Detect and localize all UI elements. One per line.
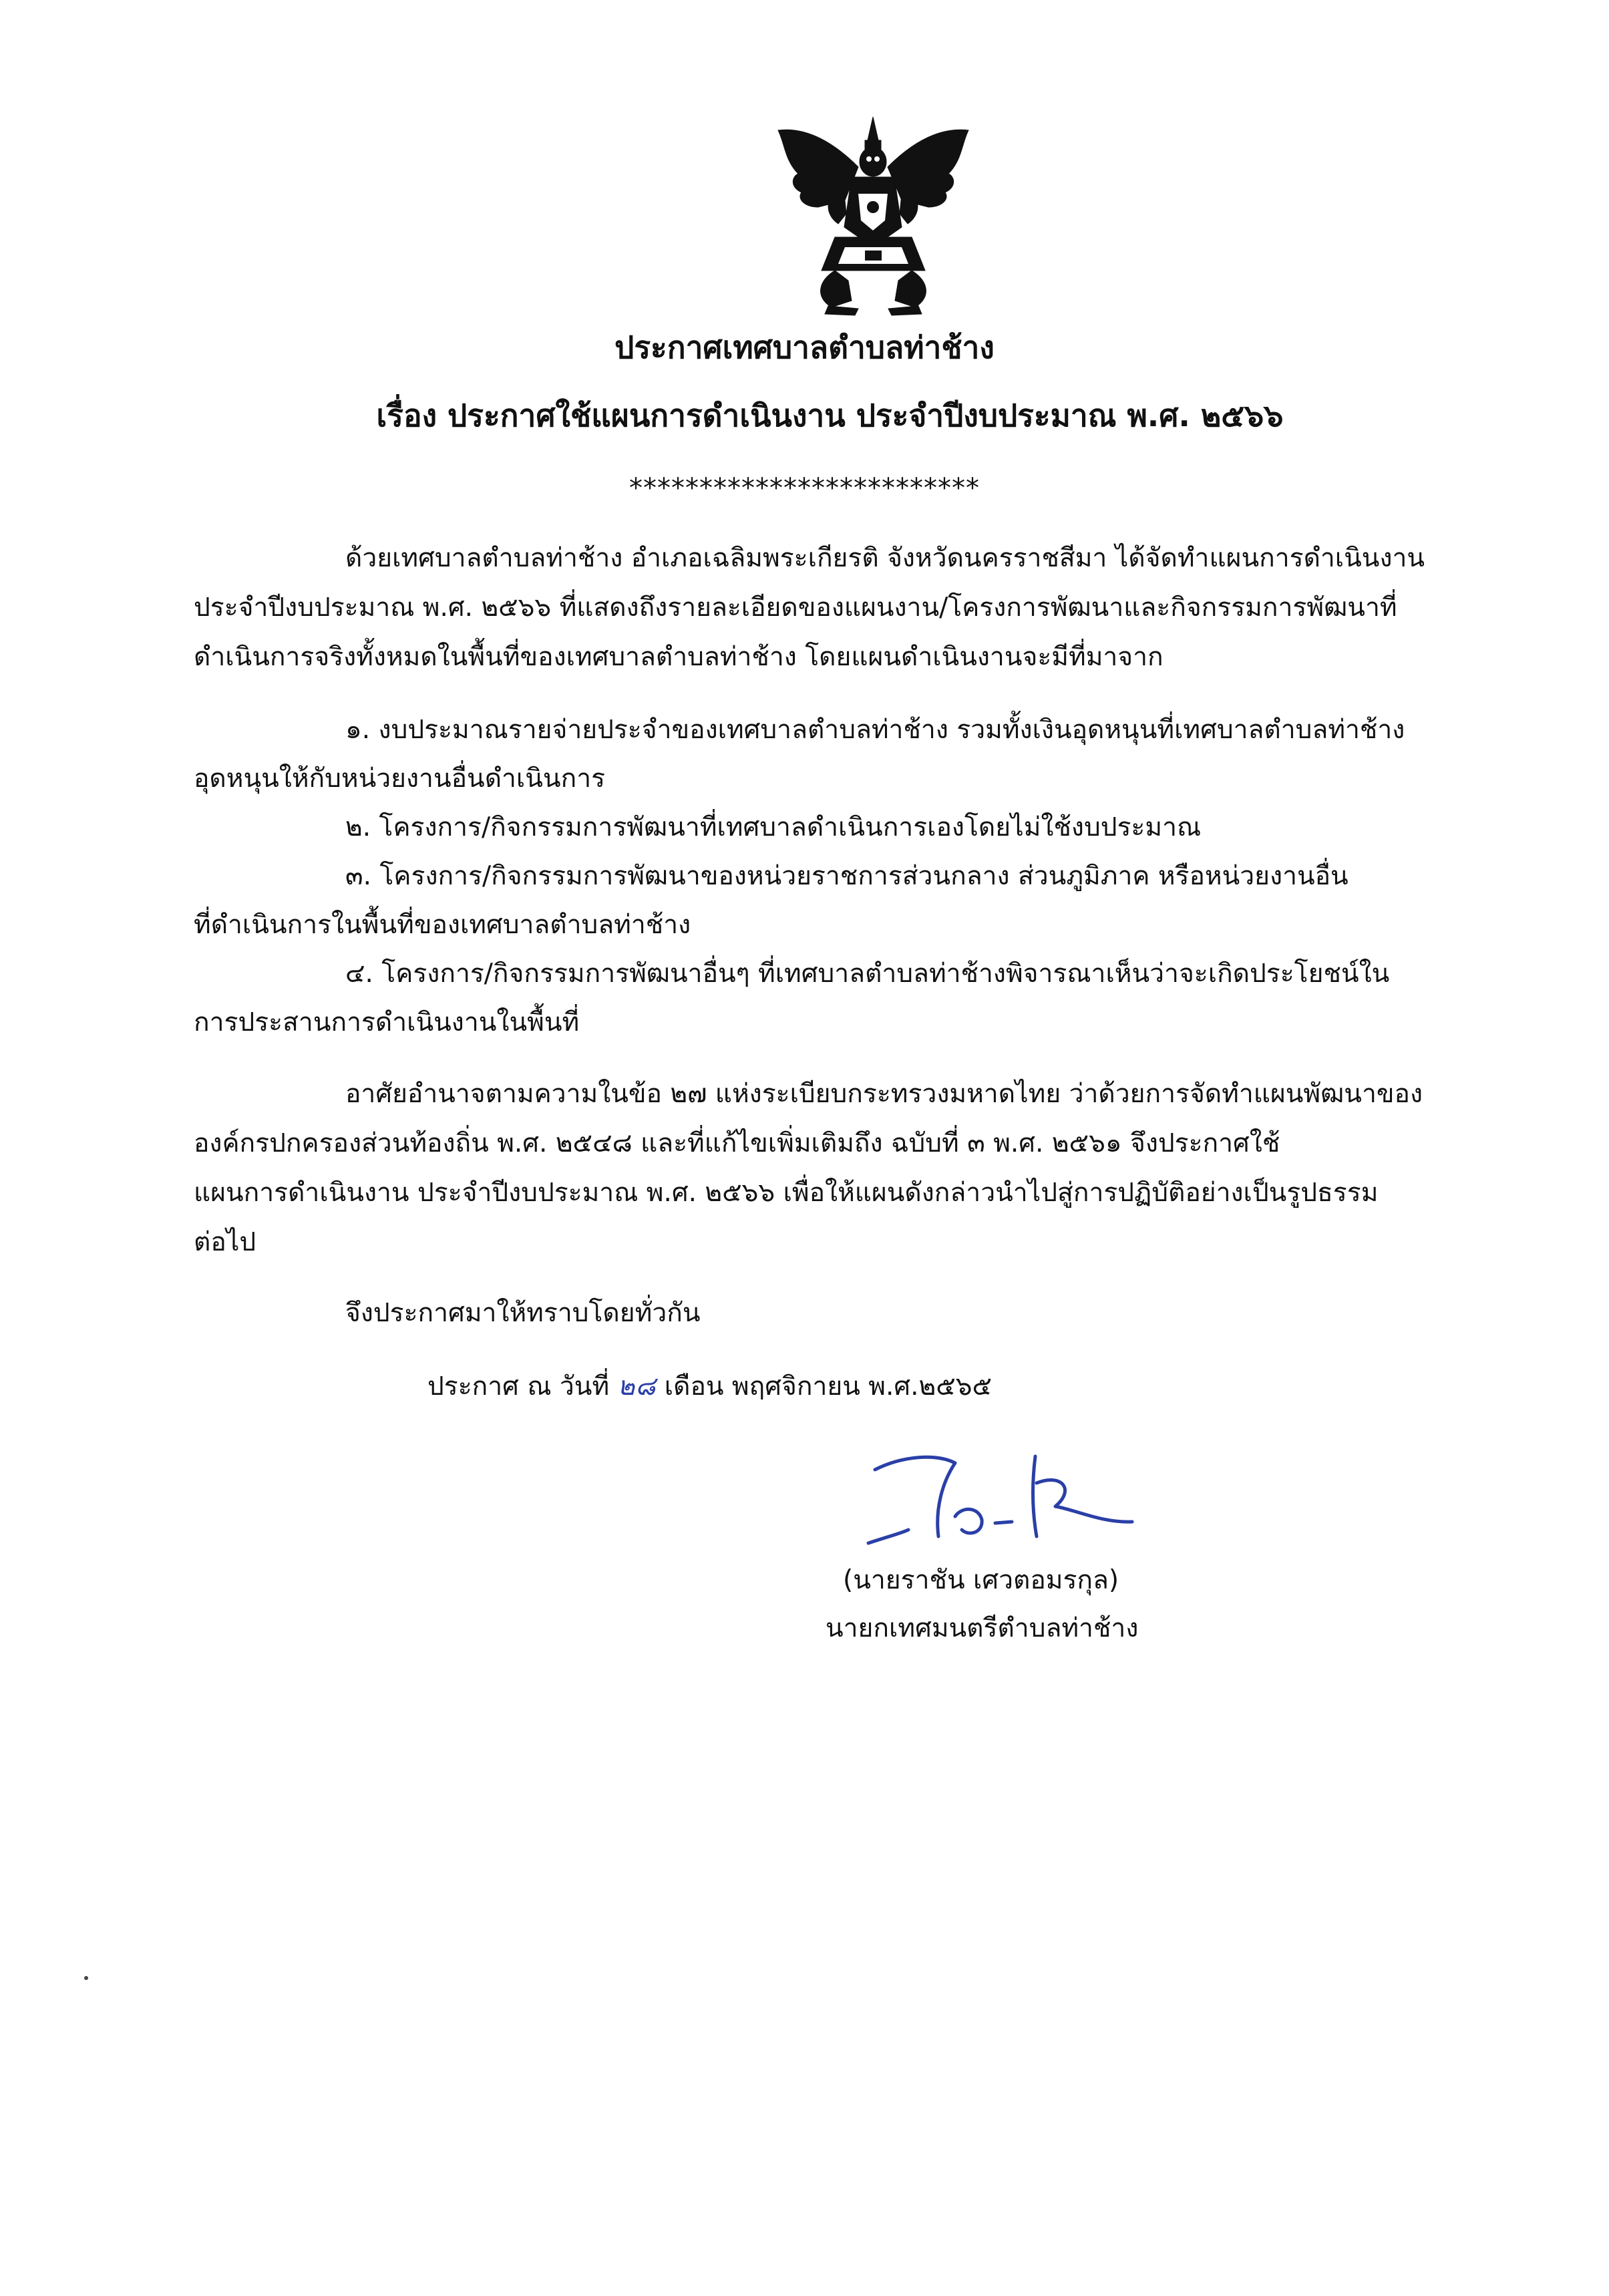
list-item: ๑. งบประมาณรายจ่ายประจำของเทศบาลตำบลท่าช้าง รวมทั้งเงินอุดหนุนที่เทศบาลตำบลท่าช้าง <box>345 715 1405 745</box>
list-item: ๔. โครงการ/กิจกรรมการพัฒนาอื่นๆ ที่เทศบาลตำบลท่าช้างพิจารณาเห็นว่าจะเกิดประโยชน์ใน <box>345 959 1390 989</box>
paragraph-line: แผนการดำเนินงาน ประจำปีงบประมาณ พ.ศ. ๒๕๖๖ เพื่อให้แผนดังกล่าวนำไปสู่การปฏิบัติอย่างเป็นรูปธรรม <box>194 1178 1379 1208</box>
document-subject: เรื่อง ประกาศใช้แผนการดำเนินงาน ประจำปีงบประมาณ พ.ศ. ๒๕๖๖ <box>376 397 1284 434</box>
list-item: ๓. โครงการ/กิจกรรมการพัฒนาของหน่วยราชการส่วนกลาง ส่วนภูมิภาค หรือหน่วยงานอื่น <box>345 861 1349 891</box>
paragraph-line: ประจำปีงบประมาณ พ.ศ. ๒๕๖๖ ที่แสดงถึงรายละเอียดของแผนงาน/โครงการพัฒนาและกิจกรรมการพัฒนาที่ <box>194 593 1397 623</box>
list-item: ที่ดำเนินการในพื้นที่ของเทศบาลตำบลท่าช้าง <box>194 910 691 940</box>
paragraph-line: ต่อไป <box>194 1227 256 1257</box>
scan-speck <box>84 1976 88 1980</box>
list-item: ๒. โครงการ/กิจกรรมการพัฒนาที่เทศบาลดำเนินการเองโดยไม่ใช้งบประมาณ <box>345 812 1202 842</box>
list-item: การประสานการดำเนินงานในพื้นที่ <box>194 1007 580 1037</box>
date-suffix: เดือน พฤศจิกายน พ.ศ.๒๕๖๕ <box>664 1371 993 1402</box>
closing-line: จึงประกาศมาให้ทราบโดยทั่วกัน <box>345 1298 701 1328</box>
separator: ************************* <box>629 473 980 504</box>
paragraph-line: ด้วยเทศบาลตำบลท่าช้าง อำเภอเฉลิมพระเกียรติ จังหวัดนครราชสีมา ได้จัดทำแผนการดำเนินงาน <box>345 543 1425 573</box>
list-item: อุดหนุนให้กับหน่วยงานอื่นดำเนินการ <box>194 764 606 794</box>
paragraph-line: ดำเนินการจริงทั้งหมดในพื้นที่ของเทศบาลตำบลท่าช้าง โดยแผนดำเนินงานจะมีที่มาจาก <box>194 642 1164 672</box>
paragraph-line: อาศัยอำนาจตามความในข้อ ๒๗ แห่งระเบียบกระทรวงมหาดไทย ว่าด้วยการจัดทำแผนพัฒนาของ <box>345 1079 1423 1109</box>
announcement-date <box>427 1369 992 1404</box>
date-prefix: ประกาศ ณ วันที่ <box>427 1371 610 1402</box>
document-title: ประกาศเทศบาลตำบลท่าช้าง <box>614 329 995 365</box>
handwritten-signature <box>862 1443 1142 1556</box>
signer-name: (นายราชัน เศวตอมรกุล) <box>843 1565 1119 1595</box>
garuda-emblem-icon <box>765 114 982 317</box>
signer-position: นายกเทศมนตรีตำบลท่าช้าง <box>826 1613 1139 1643</box>
handwritten-day: ๒๘ <box>617 1371 657 1402</box>
paragraph-line: องค์กรปกครองส่วนท้องถิ่น พ.ศ. ๒๕๔๘ และที่แก้ไขเพิ่มเติมถึง ฉบับที่ ๓ พ.ศ. ๒๕๖๑ จึงประกาศใช้ <box>194 1128 1280 1158</box>
